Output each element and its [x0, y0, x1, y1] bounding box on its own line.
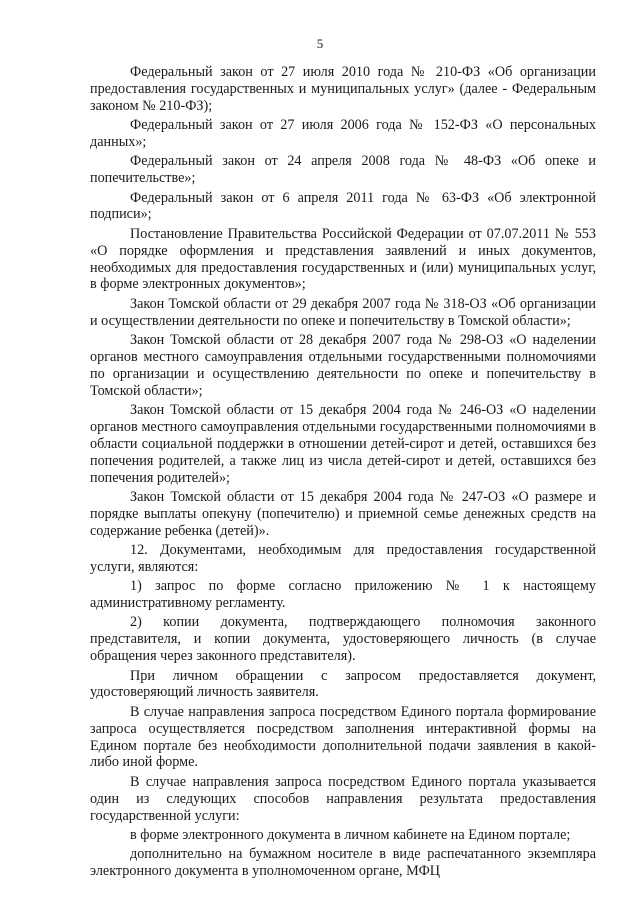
paragraph-law-298-oz: Закон Томской области от 28 декабря 2007 года № 298-ОЗ «О наделении органов местного самоуправления отдельными государственными полномочиями по организации и осуществлению деятельности по опеке и попечительству в Томской области»;	[90, 331, 596, 399]
paragraph-fz-63: Федеральный закон от 6 апреля 2011 года № 63-ФЗ «Об электронной подписи»;	[90, 189, 596, 223]
paragraph-decree-553: Постановление Правительства Российской Федерации от 07.07.2011 № 553 «О порядке оформления и представления заявлений и иных документов, необходимых для предоставления государственных и (или) муниципальных услуг, в форме электронных документов»;	[90, 225, 596, 293]
paragraph-portal-methods: В случае направления запроса посредством Единого портала указывается один из следующих способов направления результата предоставления государственной услуги:	[90, 773, 596, 824]
document-body	[90, 64, 596, 882]
paragraph-fz-152: Федеральный закон от 27 июля 2006 года № 152-ФЗ «О персональных данных»;	[90, 117, 596, 151]
paragraph-fz-48: Федеральный закон от 24 апреля 2008 года № 48-ФЗ «Об опеке и попечительстве»;	[90, 153, 596, 187]
paragraph-paper-copy: дополнительно на бумажном носителе в виде распечатанного экземпляра электронного документа в уполномоченном органе, МФЦ	[90, 846, 596, 880]
page-number: 5	[316, 36, 324, 51]
paragraph-item-2: 2) копии документа, подтверждающего полномочия законного представителя, и копии документа, удостоверяющего личность (в случае обращения через законного представителя).	[90, 614, 596, 665]
paragraph-law-318-oz: Закон Томской области от 29 декабря 2007 года № 318-ОЗ «Об организации и осуществлении деятельности по опеке и попечительству в Томской области»;	[90, 295, 596, 329]
paragraph-law-247-oz: Закон Томской области от 15 декабря 2004 года № 247-ОЗ «О размере и порядке выплаты опекуну (попечителю) и приемной семье денежных средств на содержание ребенка (детей)».	[90, 488, 596, 539]
paragraph-item-1: 1) запрос по форме согласно приложению № 1 к настоящему административному регламенту.	[90, 578, 596, 612]
paragraph-section-12: 12. Документами, необходимым для предоставления государственной услуги, являются:	[90, 541, 596, 575]
paragraph-portal-form: В случае направления запроса посредством Единого портала формирование запроса осуществляется посредством заполнения интерактивной формы на Едином портале без необходимости дополнительной подачи заявления в какой-либо иной форме.	[90, 703, 596, 771]
paragraph-personal-visit: При личном обращении с запросом предоставляется документ, удостоверяющий личность заявителя.	[90, 667, 596, 701]
paragraph-electronic-cabinet: в форме электронного документа в личном кабинете на Едином портале;	[130, 826, 571, 843]
paragraph-law-246-oz: Закон Томской области от 15 декабря 2004 года № 246-ОЗ «О наделении органов местного самоуправления отдельными государственными полномочиями в области социальной поддержки в отношении детей-сирот и детей, оставшихся без попечения родителей, а также лиц из числа детей-сирот и детей, оставшихся без попечения родителей»;	[90, 401, 596, 486]
paragraph-fz-210: Федеральный закон от 27 июля 2010 года № 210-ФЗ «Об организации предоставления государственных и муниципальных услуг» (далее - Федеральным законом № 210-ФЗ);	[90, 64, 596, 114]
